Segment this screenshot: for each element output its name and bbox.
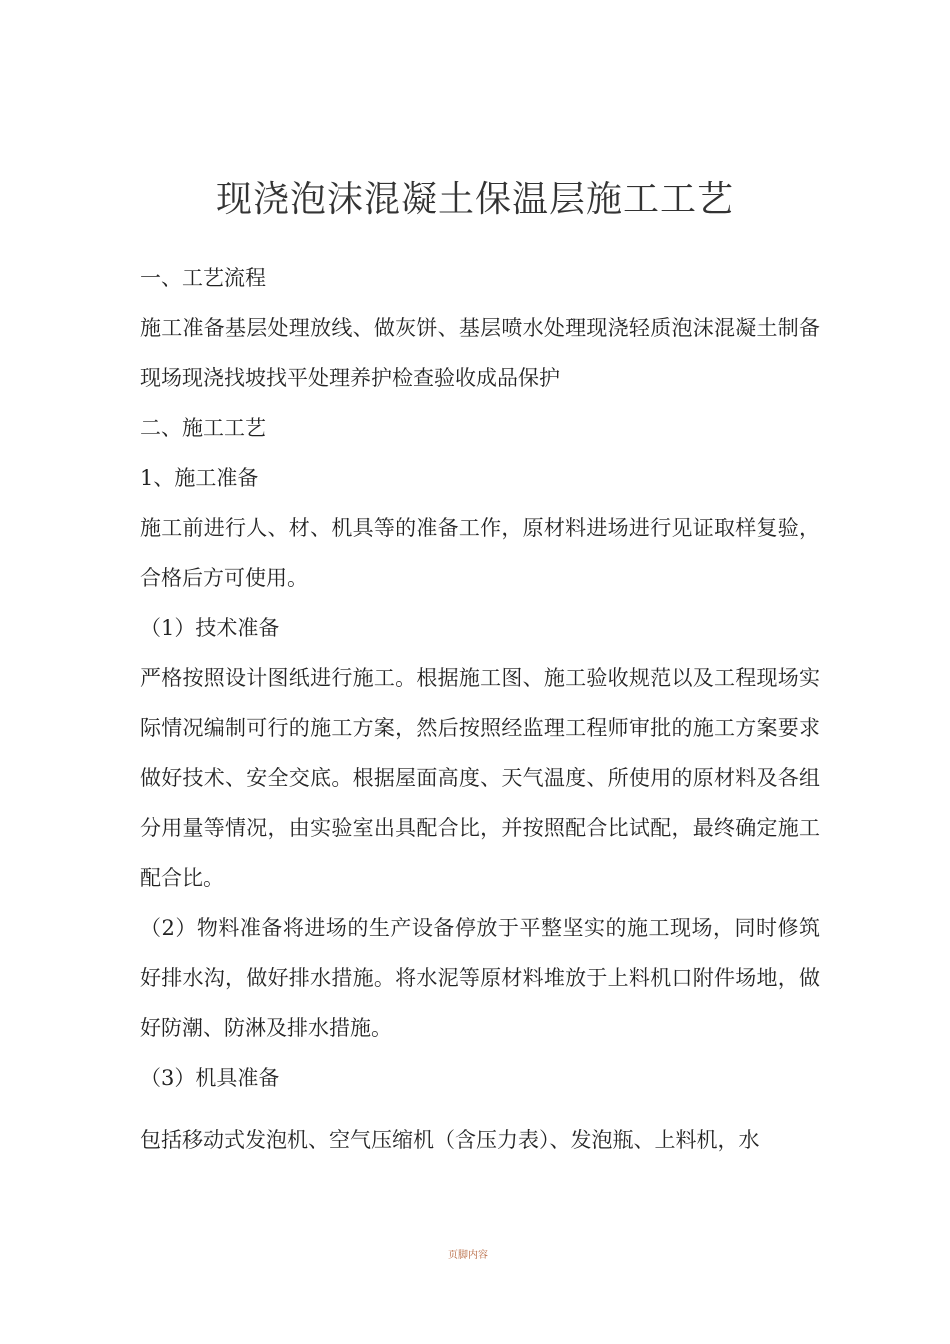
paragraph: 包括移动式发泡机、空气压缩机（含压力表）、发泡瓶、上料机，水: [140, 1128, 760, 1152]
paragraph: 施工准备基层处理放线、做灰饼、基层喷水处理现浇轻质泡沫混凝土制备现场现浇找坡找平处理养护检查验收成品保护: [140, 316, 820, 390]
subsection-heading: （3）机具准备: [140, 1066, 280, 1090]
subsection-heading: （1）技术准备: [140, 616, 280, 640]
subsection-heading: 1、施工准备: [140, 466, 259, 490]
document-body: [140, 253, 820, 1165]
paragraph: （2）物料准备将进场的生产设备停放于平整坚实的施工现场，同时修筑好排水沟，做好排水措施。将水泥等原材料堆放于上料机口附件场地，做好防潮、防淋及排水措施。: [140, 916, 820, 1040]
section-heading: 一、工艺流程: [140, 266, 266, 290]
document-title: 现浇泡沫混凝土保温层施工工艺: [215, 179, 734, 220]
paragraph: 施工前进行人、材、机具等的准备工作，原材料进场进行见证取样复验，合格后方可使用。: [140, 516, 820, 590]
section-heading: 二、施工工艺: [140, 416, 266, 440]
paragraph: 严格按照设计图纸进行施工。根据施工图、施工验收规范以及工程现场实际情况编制可行的施工方案，然后按照经监理工程师审批的施工方案要求做好技术、安全交底。根据屋面高度、天气温度、所使用的原材料及各组分用量等情况，由实验室出具配合比，并按照配合比试配，最终确定施工配合比。: [140, 666, 820, 890]
page-footer: 页脚内容: [448, 1250, 488, 1261]
